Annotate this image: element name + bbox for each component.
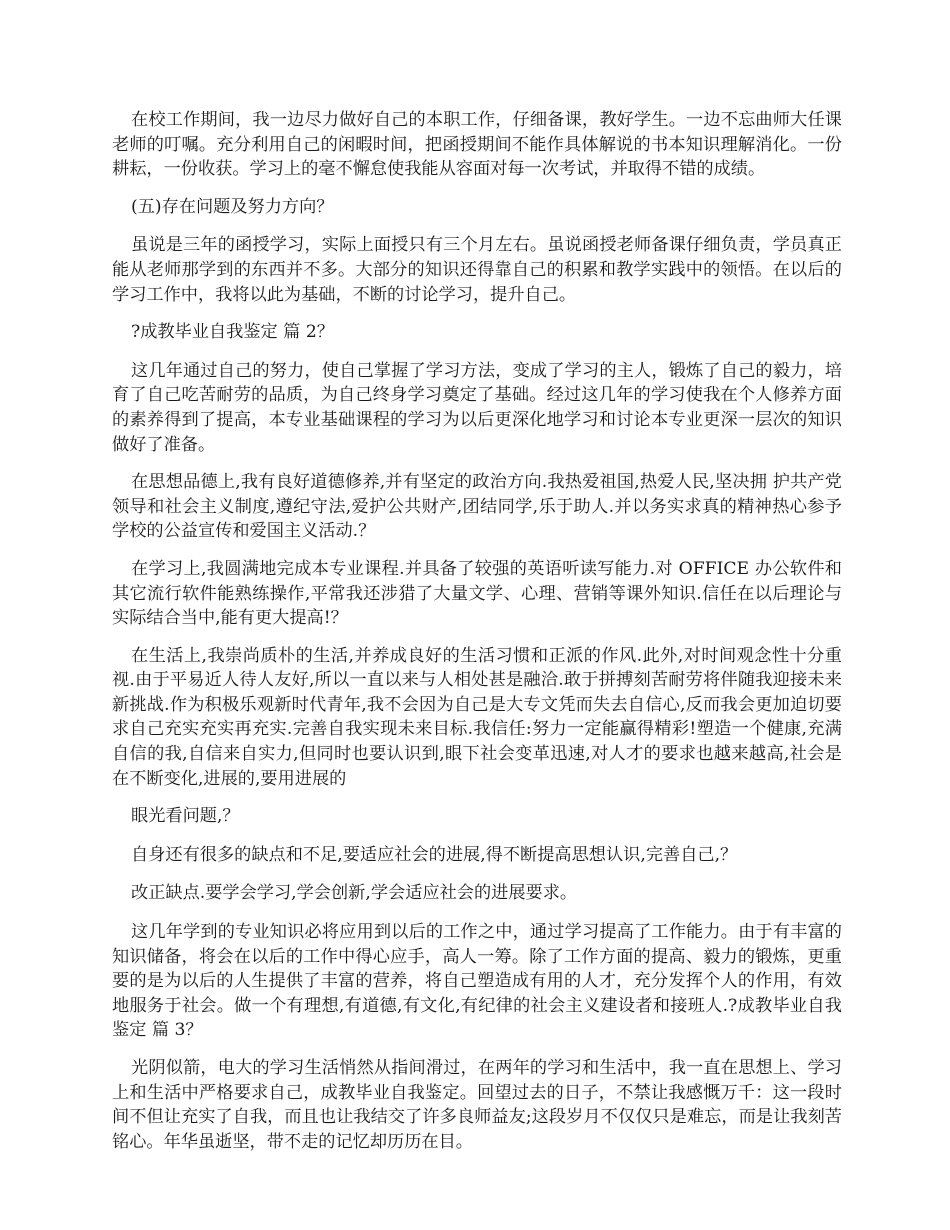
paragraph-knowledge: 这几年学到的专业知识必将应用到以后的工作之中，通过学习提高了工作能力。由于有丰富的知识储备，将会在以后的工作中得心应手，高人一筹。除了工作方面的提高、毅力的锻炼，更重要的是为以后的人生提供了丰富的营养，将自己塑造成有用的人才，充分发挥个人的作用，有效地服务于社会。做一个有理想,有道德,有文化,有纪律的社会主义建设者和接班人.?成教毕业自我鉴定 篇 3？ bbox=[112, 922, 842, 1041]
paragraph-correspondence-study: 虽说是三年的函授学习，实际上面授只有三个月左右。虽说函授老师备课仔细负责，学员真正能从老师那学到的东西并不多。大部分的知识还得靠自己的积累和教学实践中的领悟。在以后的学习工作中，我将以此为基础，不断的讨论学习，提升自己。 bbox=[112, 235, 842, 305]
paragraph-time-flies: 光阴似箭，电大的学习生活悄然从指间滑过，在两年的学习和生活中，我一直在思想上、学习上和生活中严格要求自己，成教毕业自我鉴定。回望过去的日子，不禁让我感慨万千：这一段时间不但让充实了自我，而且也让我结交了许多良师益友;这段岁月不仅仅只是难忘，而是让我刻苦铭心。年华虽逝坚，带不走的记忆却历历在目。 bbox=[112, 1058, 842, 1152]
paragraph-effort: 这几年通过自己的努力，使自己掌握了学习方法，变成了学习的主人，锻炼了自己的毅力，培育了自己吃苦耐劳的品质，为自己终身学习奠定了基础。经过这几年的学习使我在个人修养方面的素养得到了提高，本专业基础课程的学习为以后更深化地学习和讨论本专业更深一层次的知识做好了准备。 bbox=[112, 360, 842, 455]
heading-part-2: ?成教毕业自我鉴定 篇 2？ bbox=[131, 322, 334, 343]
document-body bbox=[112, 108, 842, 1167]
paragraph-shortcomings: 自身还有很多的缺点和不足,要适应社会的进展,得不断提高思想认识,完善自己,？ bbox=[131, 844, 738, 865]
heading-problems-direction: (五)存在问题及努力方向？ bbox=[131, 196, 334, 217]
paragraph-morality: 在思想品德上,我有良好道德修养,并有坚定的政治方向.我热爱祖国,热爱人民,坚决拥 护共产党领导和社会主义制度,遵纪守法,爱护公共财产,团结同学,乐于助人.并以务实求真的精神热心参予学校的公益宣传和爱国主义活动.？ bbox=[112, 472, 842, 542]
paragraph-correct: 改正缺点.要学会学习,学会创新,学会适应社会的进展要求。 bbox=[131, 883, 578, 904]
paragraph-work-period: 在校工作期间，我一边尽力做好自己的本职工作，仔细备课，教好学生。一边不忘曲师大任课老师的叮嘱。充分利用自己的闲暇时间，把函授期间不能作具体解说的书本知识理解消化。一份耕耘，一份收获。学习上的毫不懈怠使我能从容面对每一次考试，并取得不错的成绩。 bbox=[112, 110, 842, 180]
paragraph-life: 在生活上,我崇尚质朴的生活,并养成良好的生活习惯和正派的作风.此外,对时间观念性十分重视.由于平易近人待人友好,所以一直以来与人相处甚是融洽.敢于拼搏刻苦耐劳将伴随我迎接未来新挑战.作为积极乐观新时代青年,我不会因为自己是大专文凭而失去自信心,反而我会更加迫切要求自己充实充实再充实.完善自我实现未来目标.我信任:努力一定能赢得精彩!塑造一个健康,充满自信的我,自信来自实力,但同时也要认识到,眼下社会变革迅速,对人才的要求也越来越高,社会是在不断变化,进展的,要用进展的 bbox=[112, 645, 842, 789]
paragraph-study: 在学习上,我圆满地完成本专业课程.并具备了较强的英语听读写能力.对 OFFICE 办公软件和其它流行软件能熟练操作,平常我还涉猎了大量文学、心理、营销等课外知识.信任在以后理论与实际结合当中,能有更大提高!？ bbox=[112, 558, 842, 629]
paragraph-perspective: 眼光看问题,？ bbox=[131, 806, 240, 827]
